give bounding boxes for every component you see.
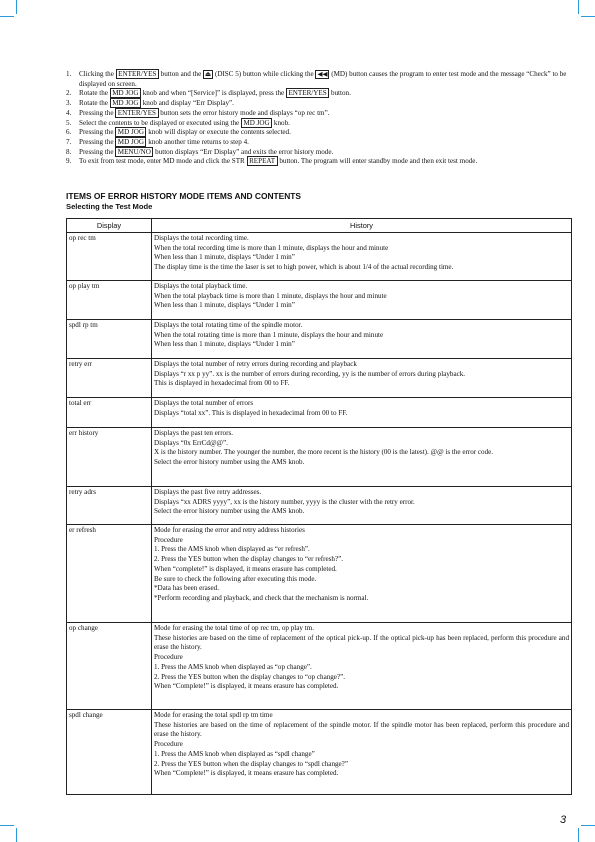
- step-text: knob another time returns to step 4.: [146, 137, 249, 146]
- step-text: Pressing the: [79, 128, 116, 137]
- step-number: 9.: [66, 157, 72, 166]
- crop-mark-top-right-v: [578, 0, 579, 14]
- step-text: Select the contents to be displayed or executed using the: [79, 118, 241, 127]
- rewind-icon: ◀◀: [317, 71, 328, 78]
- step-number: 2.: [66, 89, 72, 98]
- step-item: [66, 157, 571, 167]
- history-line: Be sure to check the following after executing this mode.: [154, 574, 317, 583]
- procedure-steps-list: [66, 70, 571, 167]
- history-cell: [152, 398, 572, 428]
- table-row: [67, 428, 572, 487]
- key-label: MD JOG: [241, 118, 272, 128]
- history-cell: [152, 710, 572, 795]
- step-number: 7.: [66, 137, 72, 146]
- header-display: Display: [67, 219, 152, 233]
- step-item: [66, 148, 571, 158]
- history-line: When “Complete!” is displayed, it means erasure has completed.: [154, 769, 339, 778]
- step-text: Pressing the: [79, 108, 116, 117]
- display-cell: err history: [67, 428, 152, 487]
- table-header-row: [67, 219, 572, 233]
- history-line: Displays the total number of retry errors during recording and playback: [154, 360, 357, 368]
- table-row: [67, 233, 572, 281]
- history-line: Displays “r xx p yy”. xx is the number of errors during recording, yy is the number of errors during playback.: [154, 369, 466, 378]
- step-item: [66, 109, 571, 119]
- step-text: Pressing the: [79, 147, 116, 156]
- history-line: *Perform recording and playback, and check that the mechanism is normal.: [154, 593, 369, 602]
- table-row: [67, 359, 572, 398]
- step-text: knob and when “[Service]” is displayed, press the: [140, 89, 286, 98]
- history-line: Select the error history number using the AMS knob.: [154, 458, 305, 467]
- history-line: 2. Press the YES button when the display changes to “op change?”.: [154, 672, 346, 681]
- step-text: knob.: [272, 118, 290, 127]
- history-line: Displays the past five retry addresses.: [154, 488, 262, 496]
- table-row: [67, 525, 572, 623]
- history-cell: [152, 359, 572, 398]
- history-cell: [152, 428, 572, 487]
- table-row: [67, 623, 572, 710]
- display-cell: retry adrs: [67, 487, 152, 525]
- table-row: [67, 487, 572, 525]
- crop-mark-bottom-right-h: [581, 825, 595, 826]
- display-cell: spdl change: [67, 710, 152, 795]
- step-text: button.: [329, 89, 351, 98]
- history-line: Displays the total number of errors: [154, 399, 254, 407]
- crop-mark-bottom-left-v: [16, 828, 17, 842]
- history-line: When less than 1 minute, displays “Under 1 min”: [154, 340, 295, 349]
- step-text: knob will display or execute the contents selected.: [146, 128, 291, 137]
- step-number: 8.: [66, 147, 72, 156]
- history-line: 1. Press the AMS knob when displayed as “op change”.: [154, 662, 312, 671]
- step-number: 1.: [66, 70, 72, 78]
- key-label: MD JOG: [110, 98, 141, 108]
- header-history: History: [152, 219, 572, 233]
- step-number: 6.: [66, 128, 72, 137]
- history-line: Displays the total recording time.: [154, 234, 249, 242]
- history-line: 1. Press the AMS knob when displayed as “spdl change”: [154, 749, 315, 758]
- table-row: [67, 281, 572, 320]
- history-line: Select the error history number using the AMS knob.: [154, 507, 305, 516]
- history-line: Displays the total rotating time of the spindle motor.: [154, 321, 303, 329]
- step-text: button displays “Err Display” and exits the error history mode.: [153, 147, 334, 156]
- history-line: Displays the total playback time.: [154, 282, 248, 290]
- table-body: [67, 233, 572, 795]
- history-cell: [152, 281, 572, 320]
- error-history-table: [66, 218, 572, 795]
- crop-mark-top-left-v: [16, 0, 17, 14]
- history-line: When the total playback time is more than 1 minute, displays the hour and minute: [154, 291, 387, 300]
- step-item: [66, 70, 571, 89]
- history-line: When less than 1 minute, displays “Under 1 min”: [154, 253, 295, 262]
- key-label: REPEAT: [247, 156, 278, 166]
- step-text: Pressing the: [79, 137, 116, 146]
- step-text: button sets the error history mode and displays “op rec tm”.: [158, 108, 330, 117]
- step-number: 5.: [66, 118, 72, 127]
- history-line: Procedure: [154, 740, 183, 749]
- history-line: When the total rotating time is more than 1 minute, displays the hour and minute: [154, 330, 384, 339]
- display-cell: spdl rp tm: [67, 320, 152, 359]
- display-cell: er refresh: [67, 525, 152, 623]
- history-line: The display time is the time the laser is set to high power, which is about 1/4 of the actual recording time.: [154, 263, 454, 272]
- step-number: 3.: [66, 99, 72, 108]
- history-line: 2. Press the YES button when the display changes to “er refresh?”.: [154, 555, 344, 564]
- step-item: [66, 89, 571, 99]
- history-line: Mode for erasing the error and retry address histories: [154, 526, 305, 534]
- history-cell: [152, 487, 572, 525]
- key-label: ENTER/YES: [115, 108, 158, 118]
- history-line: These histories are based on the time of replacement of the optical pick-up. If the optical pick-up has been replaced, perform this procedure and erase the history.: [154, 633, 569, 652]
- crop-mark-top-right-h: [581, 16, 595, 17]
- key-label: MENU/NO: [115, 147, 153, 157]
- history-line: When “complete!” is displayed, it means erasure has completed.: [154, 564, 337, 573]
- history-line: When less than 1 minute, displays “Under 1 min”: [154, 301, 295, 310]
- key-label: MD JOG: [115, 127, 146, 137]
- history-line: X is the history number. The younger the number, the more recent is the history (00 is the latest). @@ is the error code.: [154, 448, 494, 457]
- step-text: knob and display “Err Display”.: [140, 99, 234, 108]
- history-cell: [152, 623, 572, 710]
- step-text: (DISC 5) button while clicking the: [213, 70, 316, 78]
- step-number: 4.: [66, 108, 72, 117]
- crop-mark-bottom-left-h: [0, 825, 14, 826]
- key-label: ENTER/YES: [286, 88, 329, 98]
- table-row: [67, 398, 572, 428]
- history-line: When the total recording time is more than 1 minute, displays the hour and minute: [154, 243, 389, 252]
- history-line: Mode for erasing the total time of op rec tm, op play tm.: [154, 624, 314, 632]
- section-title: ITEMS OF ERROR HISTORY MODE ITEMS AND CONTENTS: [66, 191, 301, 201]
- key-label: MD JOG: [110, 88, 141, 98]
- history-line: When “Complete!” is displayed, it means erasure has completed.: [154, 682, 339, 691]
- key-label: ENTER/YES: [116, 69, 159, 79]
- history-line: Displays “xx ADRS yyyy”, xx is the history number, yyyy is the cluster with the retry error.: [154, 497, 415, 506]
- display-cell: op rec tm: [67, 233, 152, 281]
- history-line: This is displayed in hexadecimal from 00 to FF.: [154, 379, 290, 388]
- history-cell: [152, 233, 572, 281]
- page-number: 3: [560, 814, 567, 826]
- history-line: Procedure: [154, 653, 183, 662]
- history-line: These histories are based on the time of replacement of the spindle motor. If the spindle motor has been replaced, perform this procedure and erase the history.: [154, 720, 569, 739]
- table-row: [67, 710, 572, 795]
- crop-mark-top-left-h: [0, 16, 14, 17]
- history-line: *Data has been erased.: [154, 584, 219, 593]
- step-text: Clicking the: [79, 70, 116, 78]
- history-line: Procedure: [154, 535, 183, 544]
- step-text: Rotate the: [79, 89, 110, 98]
- history-line: Mode for erasing the total spdl rp tm time: [154, 711, 273, 719]
- history-cell: [152, 525, 572, 623]
- history-line: Displays “0x ErrCd@@”.: [154, 438, 228, 447]
- step-text: button. The program will enter standby mode and then exit test mode.: [277, 157, 478, 166]
- key-label: MD JOG: [115, 137, 146, 147]
- section-subtitle: Selecting the Test Mode: [66, 202, 153, 211]
- step-text: (MD) button causes the program to enter test mode and the message “Check” to be displayed on screen.: [79, 70, 567, 88]
- display-cell: op change: [67, 623, 152, 710]
- history-line: 1. Press the AMS knob when displayed as “er refresh”.: [154, 545, 310, 554]
- history-cell: [152, 320, 572, 359]
- history-line: Displays the past ten errors.: [154, 429, 233, 437]
- step-text: button and the: [158, 70, 204, 78]
- step-text: To exit from test mode, enter MD mode and click the STR: [79, 157, 247, 166]
- crop-mark-bottom-right-v: [578, 828, 579, 842]
- display-cell: retry err: [67, 359, 152, 398]
- display-cell: op play tm: [67, 281, 152, 320]
- table-row: [67, 320, 572, 359]
- history-line: Displays “total xx”. This is displayed in hexadecimal from 00 to FF.: [154, 408, 348, 417]
- history-line: 2. Press the YES button when the display changes to “spdl change?”: [154, 759, 348, 768]
- eject-icon: ⏏: [205, 71, 212, 78]
- display-cell: total err: [67, 398, 152, 428]
- step-text: Rotate the: [79, 99, 110, 108]
